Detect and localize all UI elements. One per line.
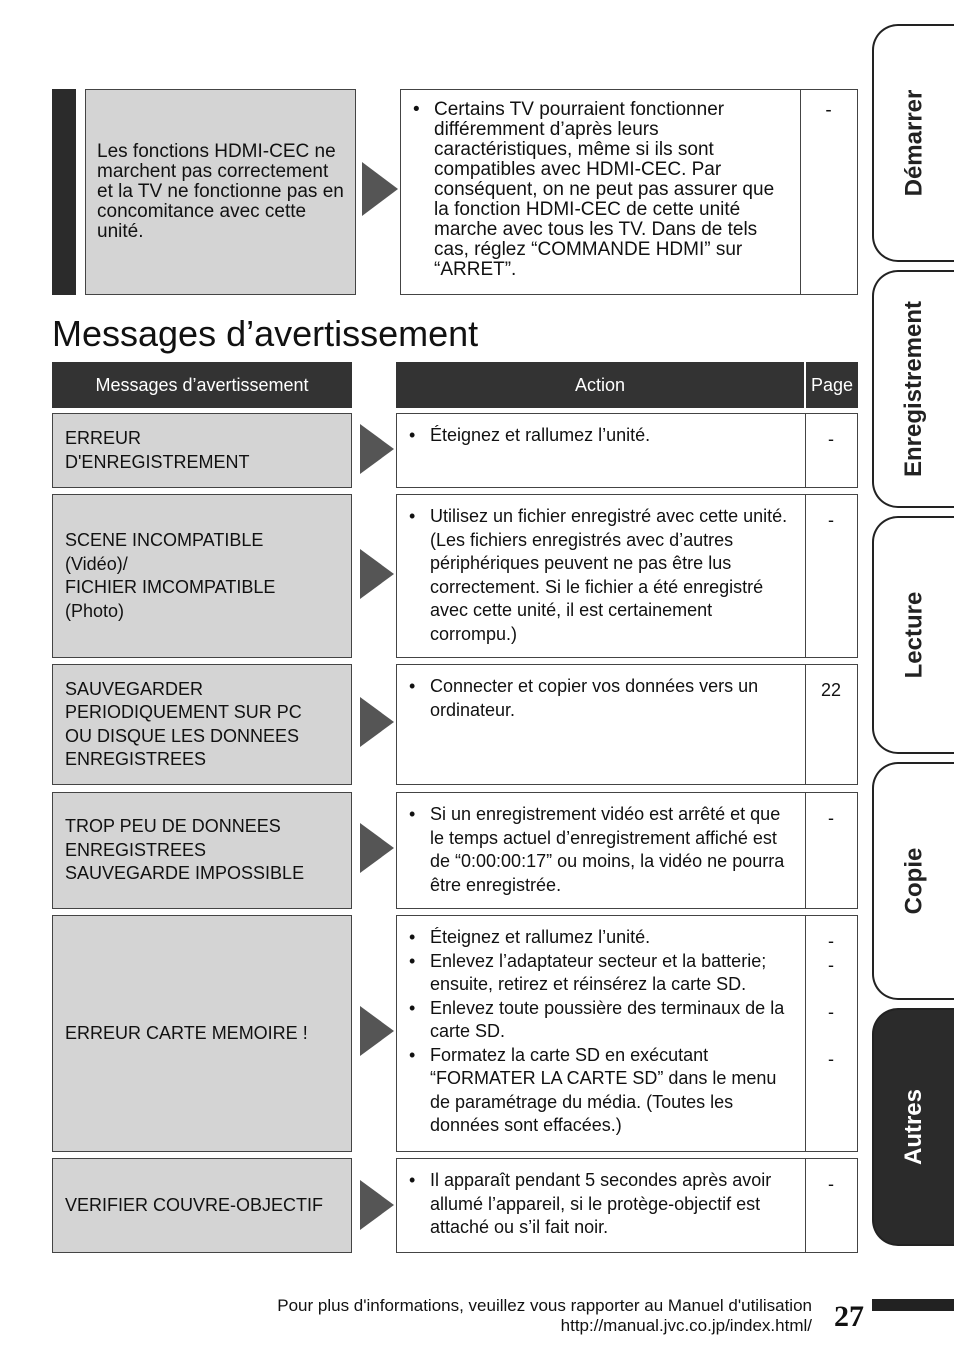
- warning-message-line: SAUVEGARDE IMPOSSIBLE: [65, 863, 305, 884]
- page-ref: -: [828, 429, 834, 449]
- action-cell: [396, 915, 806, 1152]
- action-item: • Il apparaît pendant 5 secondes après avoir allumé l’appareil, si le protège-objectif est attaché ou s’il fait noir.: [409, 1169, 795, 1240]
- warning-message-cell: [52, 792, 352, 909]
- warning-message-line: OU DISQUE LES DONNEES: [65, 725, 300, 746]
- action-item: • Éteignez et rallumez l’unité.: [409, 926, 795, 950]
- top-problem-text: Les fonctions HDMI-CEC ne marchent pas correctement et la TV ne fonctionne pas en concomitance avec cette unité.: [97, 141, 344, 242]
- tab-label: Enregistrement: [900, 300, 927, 478]
- top-page-cell: -: [800, 89, 858, 295]
- page-ref: -: [828, 1174, 834, 1194]
- tab-demarrer[interactable]: [872, 24, 954, 262]
- page-cell: [805, 413, 858, 488]
- page-ref: -: [828, 1001, 834, 1022]
- arrow-right-icon: [362, 162, 398, 216]
- arrow-right-icon: [360, 1180, 394, 1230]
- warning-message-line: (Vidéo)/: [65, 553, 128, 574]
- warning-message-line: SCENE INCOMPATIBLE: [65, 530, 264, 550]
- action-cell: [396, 494, 806, 658]
- page-ref: 22: [820, 680, 842, 700]
- header-messages: Messages d’avertissement: [52, 362, 352, 408]
- page-ref: -: [828, 510, 834, 530]
- tab-label: Démarrer: [900, 89, 928, 197]
- page-cell: [805, 494, 858, 658]
- warning-message-cell: [52, 413, 352, 488]
- tab-copie[interactable]: [872, 762, 954, 1000]
- warning-message-cell: [52, 494, 352, 658]
- warning-message-line: TROP PEU DE DONNEES: [65, 816, 281, 837]
- header-action: Action: [396, 362, 804, 408]
- tab-enregistrement[interactable]: [872, 270, 954, 508]
- arrow-right-icon: [360, 697, 394, 747]
- arrow-right-icon: [360, 1006, 394, 1056]
- footer-url: http://manual.jvc.co.jp/index.html/: [560, 1316, 812, 1335]
- header-page: Page: [806, 362, 858, 408]
- warning-message-cell: [52, 1158, 352, 1253]
- tab-lecture[interactable]: [872, 516, 954, 754]
- page-ref: -: [828, 808, 834, 828]
- action-cell: [396, 664, 806, 785]
- action-cell: [396, 413, 806, 488]
- warning-message-line: ERREUR: [65, 428, 142, 448]
- footer-note: [277, 1296, 812, 1336]
- action-item: • Enlevez toute poussière des terminaux de la carte SD.: [409, 997, 795, 1044]
- action-item: • Éteignez et rallumez l’unité.: [409, 424, 795, 448]
- tab-label: Lecture: [900, 591, 928, 679]
- action-item: • Formatez la carte SD en exécutant “FORMATER LA CARTE SD” dans le menu de paramétrage du média. (Toutes les données sont effacées.): [409, 1044, 795, 1138]
- top-action-cell: [400, 89, 801, 295]
- warning-message-line: PERIODIQUEMENT SUR PC: [65, 702, 302, 722]
- page-ref: -: [828, 1048, 834, 1069]
- tab-label: Autres: [900, 1088, 927, 1166]
- page-number: 27: [834, 1300, 864, 1333]
- action-item: • Enlevez l’adaptateur secteur et la batterie; ensuite, retirez et réinsérez la carte SD.: [409, 950, 795, 997]
- warning-message-line: FICHIER IMCOMPATIBLE: [65, 577, 276, 597]
- tab-autres[interactable]: [872, 1008, 954, 1246]
- top-action-text: • Certains TV pourraient fonctionner différemment d’après leurs caractéristiques, même si ils sont compatibles avec HDMI-CEC. Par conséquent, on ne peut pas assurer que la fonction HDMI-CEC de cette unité marche avec tous les TV. Dans de tels cas, réglez “COMMANDE HDMI” sur “ARRET”.: [413, 100, 782, 280]
- arrow-right-icon: [360, 424, 394, 474]
- tab-label: Copie: [899, 847, 927, 915]
- warning-message-cell: [52, 664, 352, 785]
- warning-message-line: SAUVEGARDER: [65, 678, 204, 699]
- page-ref: -: [828, 954, 834, 975]
- action-item: • Connecter et copier vos données vers un ordinateur.: [409, 675, 795, 722]
- footer-line: Pour plus d'informations, veuillez vous rapporter au Manuel d'utilisation: [277, 1296, 812, 1315]
- action-cell: [396, 792, 806, 909]
- warning-message-cell: [52, 915, 352, 1152]
- warning-message-line: D'ENREGISTREMENT: [65, 451, 250, 472]
- warning-message-line: ENREGISTREES: [65, 749, 207, 769]
- page-ref: -: [828, 931, 834, 951]
- page-cell: [805, 792, 858, 909]
- top-row-marker: [52, 89, 76, 295]
- warning-message-line: ENREGISTREES: [65, 839, 207, 860]
- page-cell: [805, 915, 858, 1152]
- section-title: Messages d’avertissement: [52, 313, 479, 354]
- warning-message-line: ERREUR CARTE MEMOIRE !: [65, 1022, 308, 1043]
- action-item: • Utilisez un fichier enregistré avec cette unité. (Les fichiers enregistrés avec d’autres périphériques peuvent ne pas être lus correctement. Si le fichier a été enregistré avec cette unité, il est certainement corrompu.): [409, 505, 795, 646]
- warning-message-line: (Photo): [65, 600, 125, 621]
- action-item: • Si un enregistrement vidéo est arrêté et que le temps actuel d’enregistrement affiché est de “0:00:00:17” ou moins, la vidéo ne pourra être enregistrée.: [409, 803, 795, 897]
- arrow-right-icon: [360, 549, 394, 599]
- footer-bar: [872, 1299, 954, 1311]
- page-cell: [805, 1158, 858, 1253]
- page-cell: [805, 664, 858, 785]
- warning-message-line: VERIFIER COUVRE-OBJECTIF: [65, 1194, 324, 1215]
- arrow-right-icon: [360, 823, 394, 873]
- top-problem-cell: [85, 89, 356, 295]
- action-cell: [396, 1158, 806, 1253]
